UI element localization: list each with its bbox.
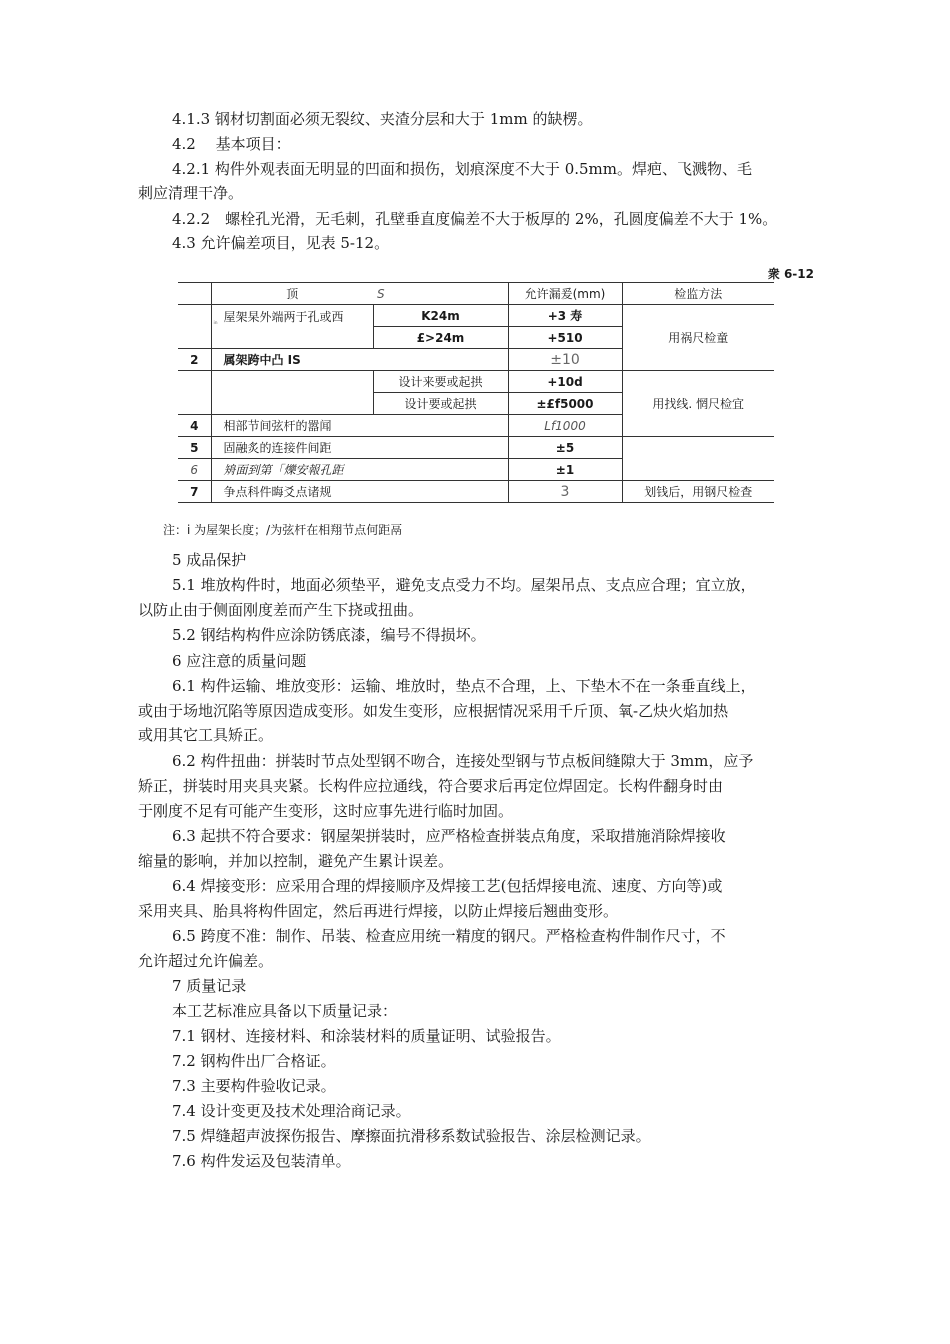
- paragraph: 7.4 设计变更及技术处理洽商记录。: [172, 1102, 411, 1120]
- row-sub: £>24m: [373, 327, 508, 349]
- table-caption: 衆 6-12: [767, 267, 814, 281]
- row-number: 4: [178, 415, 211, 437]
- paragraph: 7.3 主要构件验收记录。: [172, 1077, 336, 1095]
- paragraph: 7.1 钢材、连接材料、和涂装材料的质量证明、试验报告。: [172, 1027, 561, 1045]
- paragraph: 7.5 焊缝超声波探伤报告、摩擦面抗滑移系数试验报告、涂层检测记录。: [172, 1127, 651, 1145]
- paragraph: 或由于场地沉陷等原因造成变形。如发生变形，应根据情况采用千斤顶、氧-乙炔火焰加热: [138, 702, 729, 720]
- paragraph: 或用其它工具矫正。: [138, 726, 274, 744]
- row-tolerance: ±1: [508, 459, 622, 481]
- row-item: [211, 371, 373, 415]
- row-tolerance: ±5: [508, 437, 622, 459]
- paragraph: 允许超过允许偏差。: [138, 952, 274, 970]
- row-number: 2: [178, 349, 211, 371]
- paragraph: 4.3 允许偏差项目，见表 5-12。: [172, 234, 390, 252]
- row-item: 争点科件晦爻点诸规: [211, 481, 508, 503]
- paragraph: 4.2.1 构件外观表面无明显的凹面和损伤，划痕深度不大于 0.5mm。焊疤、飞溅物、毛: [172, 160, 753, 178]
- paragraph: 6.2 构件扭曲：拼装时节点处型钢不吻合，连接处型钢与节点板间缝隙大于 3mm，应予: [172, 752, 754, 770]
- paragraph: 4.2 基本项目：: [172, 135, 291, 153]
- table-note: 注：i 为屋架长度；/为弦杆在相翔节点何距鬲: [163, 523, 403, 537]
- header-cell: 检监方法: [622, 283, 774, 305]
- paragraph: 缩量的影响，并加以控制，避免产生累计误差。: [138, 852, 454, 870]
- paragraph: 4.1.3 钢材切割面必须无裂纹、夹渣分层和大于 1mm 的缺楞。: [172, 110, 593, 128]
- tolerance-table: [178, 282, 774, 503]
- paragraph: 4.2.2 螺栓孔光滑，无毛刺，孔壁垂直度偏差不大于板厚的 2%，孔圆度偏差不大于 1%。: [172, 210, 778, 228]
- header-cell: 允许漏爰(mm): [508, 283, 622, 305]
- paragraph: 6.5 跨度不准：制作、吊装、检查应用统一精度的钢尺。严格检查构件制作尺寸，不: [172, 927, 726, 945]
- row-sub: 设计来要或起拱: [373, 371, 508, 393]
- table-row: [178, 481, 774, 503]
- row-tolerance: +3 寿: [508, 305, 622, 327]
- paragraph: 6 应注意的质量问题: [172, 652, 307, 670]
- row-item: 固融炙的连接件间距: [211, 437, 508, 459]
- paragraph: 5 成品保护: [172, 551, 247, 569]
- row-number: [178, 371, 211, 415]
- row-method: 划钱后，用钢尺检查: [622, 481, 774, 503]
- row-number: 5: [178, 437, 211, 459]
- paragraph: 6.4 焊接变形：应采用合理的焊接顺序及焊接工艺(包括焊接电流、速度、方向等)或: [172, 877, 723, 895]
- row-number: 6: [178, 459, 211, 481]
- table-row: [178, 371, 774, 393]
- paragraph: 矫正，拼装时用夹具夹紧。长构件应拉通线，符合要求后再定位焊固定。长构件翻身时由: [138, 777, 724, 795]
- row-tolerance: 3: [508, 481, 622, 503]
- row-item-text: 屋架杲外端两于孔或西: [223, 310, 344, 324]
- paragraph: 刺应清理干净。: [138, 184, 244, 202]
- row-number: 7: [178, 481, 211, 503]
- row-method: 用祸尺检童: [622, 305, 774, 371]
- paragraph: 5.2 钢结构构件应涂防锈底漆，编号不得损坏。: [172, 626, 486, 644]
- row-method: 用找线. 惘尺检宜: [622, 371, 774, 437]
- paragraph: 于刚度不足有可能产生变形，这时应事先进行临时加固。: [138, 802, 514, 820]
- paragraph: 本工艺标准应具备以下质量记录：: [172, 1002, 398, 1020]
- row-sub: K24m: [373, 305, 508, 327]
- paragraph: 7.6 构件发运及包装清单。: [172, 1152, 351, 1170]
- table-row: [178, 305, 774, 327]
- row-number: [178, 305, 211, 349]
- row-item: 属架跨中凸 IS: [211, 349, 508, 371]
- header-cell: [178, 283, 211, 305]
- paragraph: 7 质量记录: [172, 977, 247, 995]
- row-item: 相部节间弦杆的嚣闻: [211, 415, 508, 437]
- row-method: [622, 437, 774, 481]
- row-sub: 设计要或起拱: [373, 393, 508, 415]
- paragraph: 以防止由于侧面刚度差而产生下挠或扭曲。: [138, 601, 424, 619]
- row-tolerance: +10d: [508, 371, 622, 393]
- table-header-row: [178, 283, 774, 305]
- row-item: 矪面到第「爍安報孔距: [211, 459, 508, 481]
- row-tolerance: ±10: [508, 349, 622, 371]
- row-tolerance: +510: [508, 327, 622, 349]
- paragraph: 采用夹具、胎具将构件固定，然后再进行焊接，以防止焊接后翘曲变形。: [138, 902, 619, 920]
- header-cell: 顶: [211, 283, 373, 305]
- row-item: [211, 305, 373, 349]
- row-tolerance: Lf1000: [508, 415, 622, 437]
- small-mark: ᵢₙ: [213, 318, 218, 326]
- table-row: [178, 437, 774, 459]
- paragraph: 6.3 起拱不符合要求：钢屋架拼装时，应严格检查拼装点角度，采取措施消除焊接收: [172, 827, 726, 845]
- paragraph: 6.1 构件运输、堆放变形：运输、堆放时，垫点不合理，上、下垫木不在一条垂直线上，: [172, 677, 756, 695]
- paragraph: 5.1 堆放构件时，地面必须垫平，避免支点受力不均。屋架吊点、支点应合理；宜立放，: [172, 576, 756, 594]
- row-tolerance: ±£f5000: [508, 393, 622, 415]
- header-cell: S: [373, 283, 508, 305]
- paragraph: 7.2 钢构件出厂合格证。: [172, 1052, 336, 1070]
